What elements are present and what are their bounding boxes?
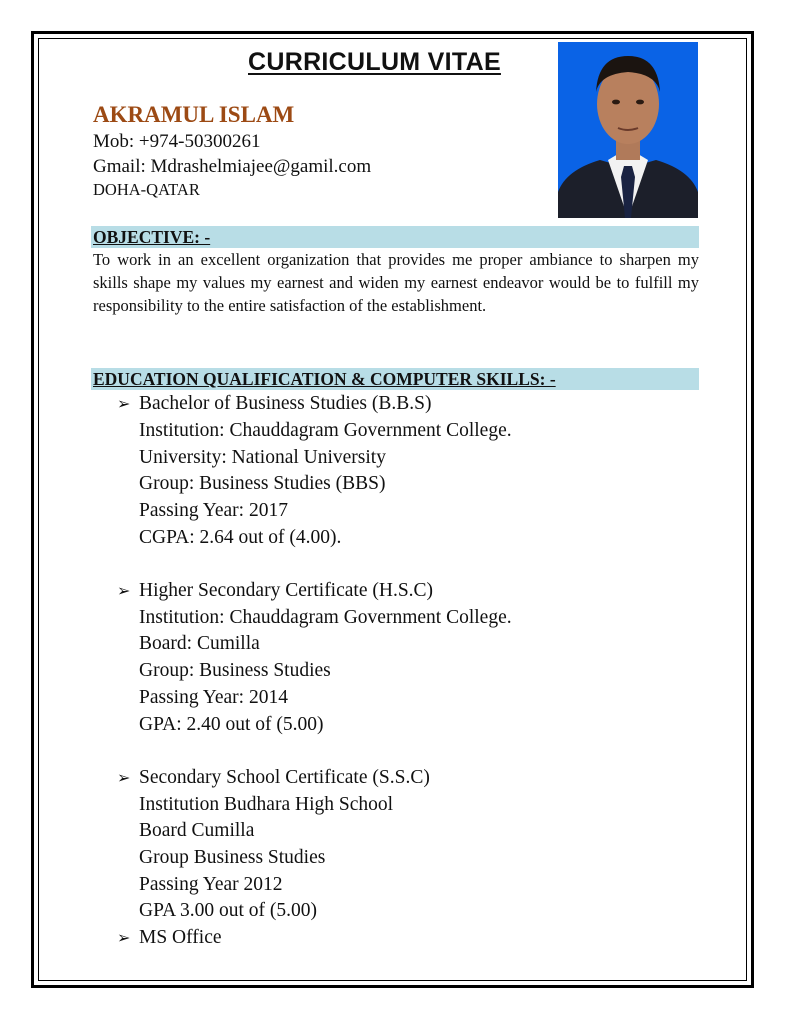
education-detail: Institution Budhara High School [139,794,394,815]
arrow-bullet-icon: ➢ [117,394,131,413]
education-item-hsc: ➢ Higher Secondary Certificate (H.S.C) [117,578,433,604]
education-detail: Group Business Studies [139,847,326,868]
education-detail: CGPA: 2.64 out of (4.00). [139,527,342,548]
skill-item-ms-office: ➢ MS Office [117,925,222,951]
candidate-name: AKRAMUL ISLAM [93,102,295,127]
objective-heading: OBJECTIVE: - [91,226,699,248]
education-item-ssc: ➢ Secondary School Certificate (S.S.C) [117,765,430,791]
education-detail: Institution: Chauddagram Government College. [139,420,512,441]
document-title: CURRICULUM VITAE [248,48,501,76]
education-detail: Group: Business Studies (BBS) [139,473,386,494]
education-detail: Institution: Chauddagram Government College. [139,607,512,628]
education-detail: Passing Year 2012 [139,874,283,895]
mobile-number: Mob: +974-50300261 [93,131,261,152]
education-detail: University: National University [139,447,386,468]
arrow-bullet-icon: ➢ [117,581,131,600]
education-item-bbs: ➢ Bachelor of Business Studies (B.B.S) [117,391,432,417]
education-heading: EDUCATION QUALIFICATION & COMPUTER SKILLS: - [91,368,699,390]
education-detail: GPA 3.00 out of (5.00) [139,900,318,921]
email-address: Gmail: Mdrashelmiajee@gamil.com [93,156,372,177]
education-detail: Passing Year: 2014 [139,687,288,708]
objective-text: To work in an excellent organization that provides me proper ambiance to sharpen my skills shape my values my earnest and widen my earnest endeavor would be to fulfill my responsibility to the entire satisfaction of the establishment. [93,250,699,316]
education-detail: Passing Year: 2017 [139,500,288,521]
profile-photo [558,42,698,218]
education-detail: Group: Business Studies [139,660,331,681]
education-detail: Board: Cumilla [139,633,260,654]
location: DOHA-QATAR [93,180,200,199]
education-detail: Board Cumilla [139,820,255,841]
education-detail: GPA: 2.40 out of (5.00) [139,714,324,735]
arrow-bullet-icon: ➢ [117,768,131,787]
portrait-illustration [558,42,698,218]
arrow-bullet-icon: ➢ [117,928,131,947]
